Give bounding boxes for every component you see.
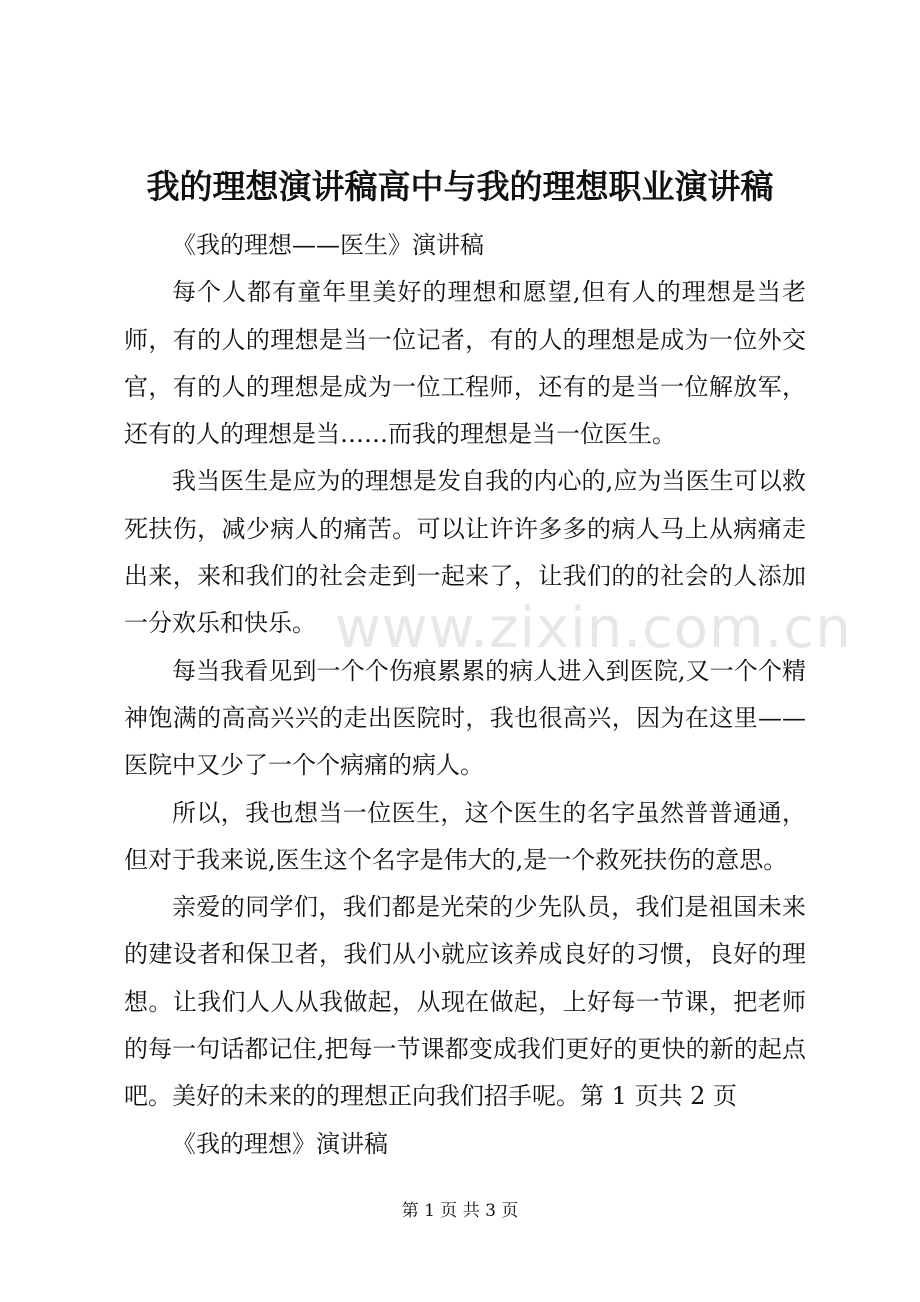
site-watermark: www.zixin.com.cn [335,596,852,661]
paragraph-3: 每当我看见到一个个伤痕累累的病人进入到医院,又一个个精神饱满的高高兴兴的走出医院时，我也很高兴，因为在这里——医院中又少了一个个病痛的病人。 [124,656,806,780]
paragraph-1: 每个人都有童年里美好的理想和愿望,但有人的理想是当老师，有的人的理想是当一位记者，有的人的理想是成为一位外交官，有的人的理想是成为一位工程师，还有的是当一位解放军，还有的人的理想是当……而我的理想是当一位医生。 [124,278,806,449]
subheading-doctor-speech: 《我的理想——医生》演讲稿 [172,231,484,259]
paragraph-2: 我当医生是应为的理想是发自我的内心的,应为当医生可以救死扶伤，减少病人的痛苦。可以让许许多多的病人马上从病痛走出来，来和我们的社会走到一起来了，让我们的的社会的人添加一分欢乐和快乐。 [124,467,806,638]
document-body [124,222,806,1168]
paragraph-4: 所以，我也想当一位医生，这个医生的名字虽然普普通通，但对于我来说,医生这个名字是伟大的,是一个救死扶伤的意思。 [124,798,806,874]
paragraph-5: 亲爱的同学们，我们都是光荣的少先队员，我们是祖国未来的建设者和保卫者，我们从小就应该养成良好的习惯，良好的理想。让我们人人从我做起，从现在做起，上好每一节课，把老师的每一句话都记住,把每一节课都变成我们更好的更快的新的起点吧。美好的未来的的理想正向我们招手呢。第 1 页共 2 页 [124,893,806,1111]
document-title: 我的理想演讲稿高中与我的理想职业演讲稿 [146,167,774,206]
subheading-my-dream-speech: 《我的理想》演讲稿 [172,1129,388,1158]
page-footer: 第 1 页 共 3 页 [401,1201,519,1221]
